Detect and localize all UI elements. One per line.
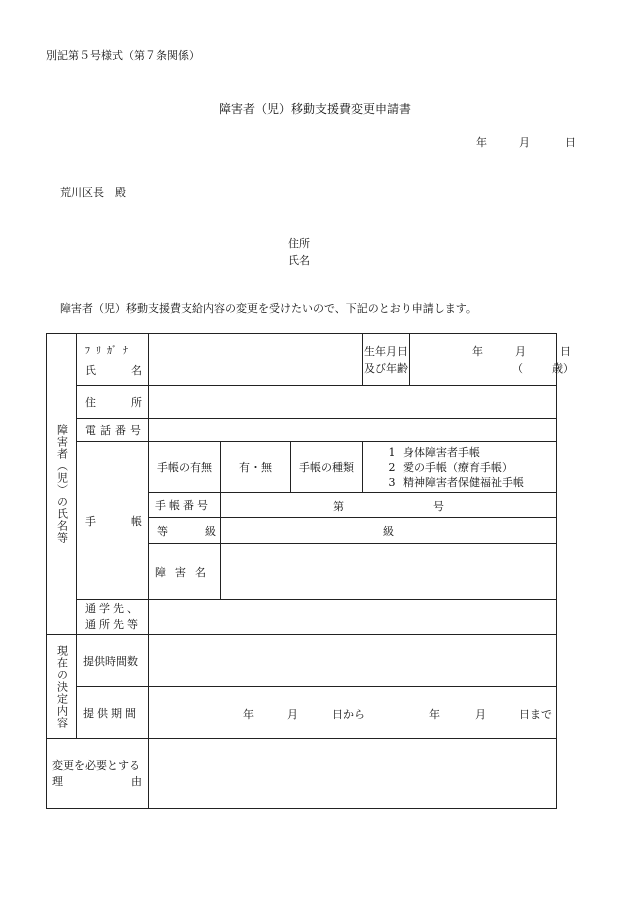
section-current <box>47 635 77 739</box>
techo-label: 手 帳 <box>77 442 149 600</box>
furigana-label: ﾌﾘｶﾞﾅ <box>85 345 134 357</box>
date-month: 月 <box>519 136 530 149</box>
period-to-day: 日まで <box>519 707 552 721</box>
birth-label-cell <box>363 334 410 386</box>
techo-number-prefix: 第 <box>333 500 344 513</box>
techo-presence-value[interactable]: 有・無 <box>221 442 291 493</box>
hours-label: 提供時間数 <box>77 635 149 687</box>
techo-type-num: 3 <box>388 475 396 489</box>
techo-presence-label: 手帳の有無 <box>149 442 221 493</box>
school-label <box>77 600 149 635</box>
form-number: 別記第５号様式（第７条関係） <box>46 49 200 62</box>
birth-year: 年 <box>472 344 484 358</box>
school-line1: 通学先、 <box>85 602 141 615</box>
birth-day: 日 <box>560 344 572 358</box>
school-input[interactable] <box>149 600 557 635</box>
age-open: （ <box>512 361 524 375</box>
intro-text: 障害者（児）移動支援費支給内容の変更を受けたいので、下記のとおり申請します。 <box>60 302 477 315</box>
techo-type-label: 精神障害者保健福祉手帳 <box>403 475 525 489</box>
period-from-day: 日から <box>332 707 365 721</box>
name-label-cell <box>77 334 149 386</box>
period-label: 提供期間 <box>77 687 149 739</box>
techo-type-list <box>363 445 556 490</box>
techo-type-num: 2 <box>388 460 396 474</box>
date-day: 日 <box>565 136 576 149</box>
applicant-name-label: 氏名 <box>288 254 310 267</box>
applicant-address-label: 住所 <box>288 237 310 250</box>
date-year: 年 <box>476 136 487 149</box>
disability-name-label: 障害名 <box>149 544 221 600</box>
reason-input[interactable] <box>149 739 557 809</box>
section-person <box>47 334 77 635</box>
reason-line2: 理 <box>52 774 63 788</box>
period-input[interactable] <box>149 687 557 739</box>
title-text: 障害者（児）移動支援費変更申請書 <box>218 102 411 116</box>
application-form-table <box>46 333 575 809</box>
techo-number-label: 手帳番号 <box>149 493 221 518</box>
name-input[interactable] <box>149 334 363 386</box>
birth-label-1: 生年月日 <box>364 344 409 358</box>
address-label: 住 所 <box>77 386 149 419</box>
birth-label-2: 及び年齢 <box>364 361 409 375</box>
techo-number-input[interactable] <box>221 493 557 518</box>
grade-input[interactable] <box>221 518 557 544</box>
reason-label <box>47 739 149 809</box>
section-person-label: 障害者（児）の氏名等 <box>55 424 69 544</box>
phone-label: 電話番号 <box>77 419 149 442</box>
period-to-year: 年 <box>429 707 440 721</box>
hours-input[interactable] <box>149 635 557 687</box>
techo-type-num: 1 <box>388 445 396 459</box>
techo-type-option <box>381 475 556 490</box>
techo-type-label: 手帳の種類 <box>291 442 363 493</box>
techo-type-label: 愛の手帳（療育手帳） <box>403 460 514 474</box>
name-label: 氏 名 <box>85 363 142 377</box>
period-to-month: 月 <box>475 707 486 721</box>
addressee: 荒川区長 殿 <box>60 186 126 199</box>
period-from-month: 月 <box>287 707 298 721</box>
period-from-year: 年 <box>243 707 254 721</box>
page-title <box>0 100 630 117</box>
birth-input[interactable] <box>410 334 575 386</box>
phone-input[interactable] <box>149 419 557 442</box>
grade-label: 等 級 <box>149 518 221 544</box>
techo-type-option <box>381 445 556 460</box>
reason-line3: 由 <box>131 774 142 788</box>
address-input[interactable] <box>149 386 557 419</box>
birth-month: 月 <box>515 344 527 358</box>
school-line2: 通所先等 <box>85 618 141 631</box>
techo-type-label: 身体障害者手帳 <box>403 445 481 459</box>
disability-name-input[interactable] <box>221 544 557 600</box>
techo-type-options[interactable] <box>363 442 557 493</box>
section-current-label: 現在の決定内容 <box>55 644 69 729</box>
grade-suffix: 級 <box>383 524 394 538</box>
reason-line1: 変更を必要とする <box>52 758 140 772</box>
age-close: 歳） <box>552 361 575 375</box>
techo-type-option <box>381 460 556 475</box>
techo-number-suffix: 号 <box>433 500 444 513</box>
